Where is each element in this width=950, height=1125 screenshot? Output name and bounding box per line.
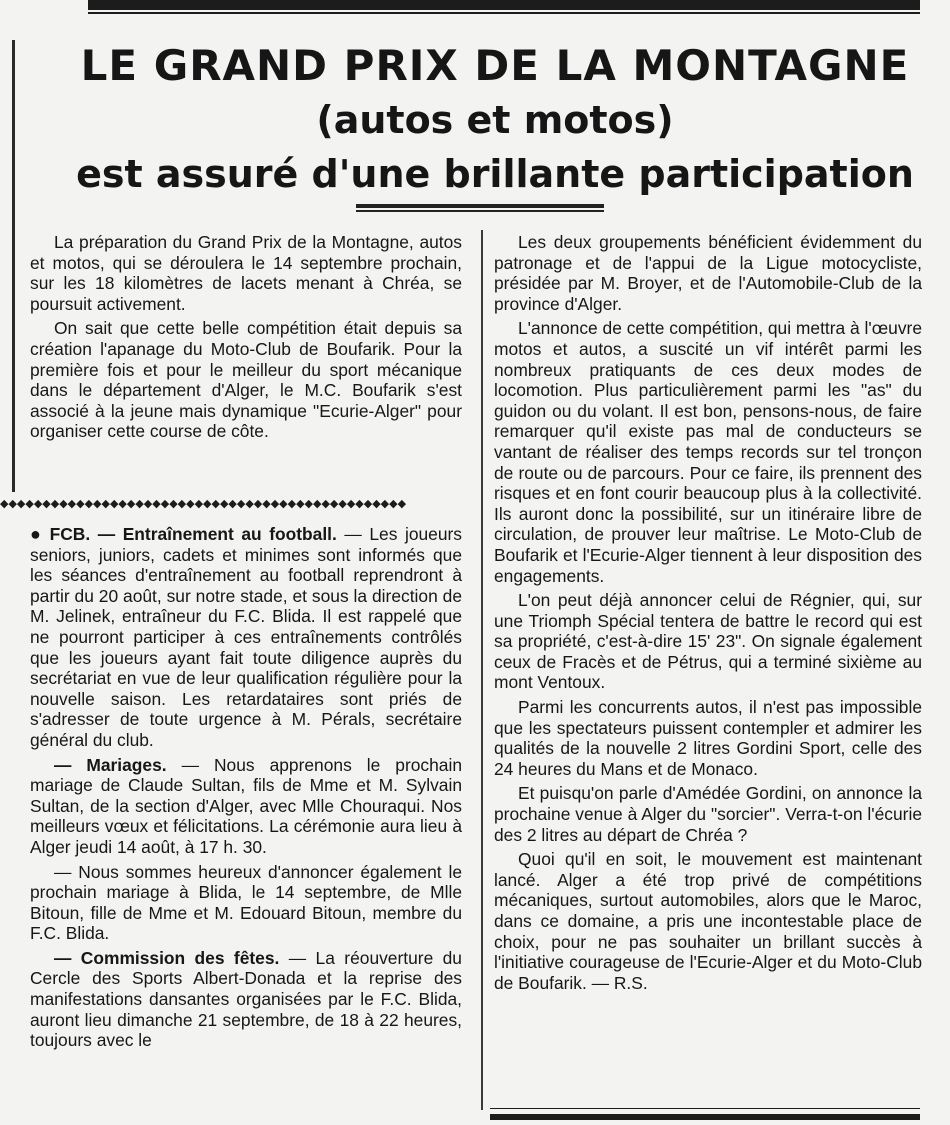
- article-right-column: [494, 232, 922, 997]
- article-paragraph: L'annonce de cette compétition, qui mettra à l'œuvre motos et autos, a suscité un vif intérêt parmi les nombreux pratiquants de ces deux modes de locomotion. Plus particulièrement parmi les "as" du guidon ou du volant. Il est bon, pensons-nous, de faire remarquer qu'il existe pas mal de conducteurs se vantant de réaliser des temps records sur tel tronçon de route ou de parcours. Pour ce faire, ils prennent des risques et en font courir beaucoup plus à la collectivité. Ils auront donc la possibilité, sur un itinéraire libre de circulation, de prouver leur maîtrise. Le Moto-Club de Boufarik et l'Ecurie-Alger tiennent à leur disposition des engagements.: [494, 318, 922, 586]
- title-rule-thin: [356, 210, 604, 212]
- club-news-column: [30, 524, 462, 1055]
- mariages-paragraph: [30, 755, 462, 858]
- headline-line-1: LE GRAND PRIX DE LA MONTAGNE: [80, 41, 910, 90]
- column-divider: [481, 230, 483, 1110]
- commission-lead: — Commission des fêtes.: [54, 947, 280, 968]
- article-paragraph: Quoi qu'il en soit, le mouvement est maintenant lancé. Alger a été trop privé de compétitions mécaniques, surtout automobiles, alors que le Maroc, dans ce domaine, a pris une incontestable place de choix, pour ne pas souhaiter un brillant succès à l'initiative courageuse de l'Ecurie-Alger et du Moto-Club de Boufarik. — R.S.: [494, 849, 922, 993]
- article-paragraph: On sait que cette belle compétition était depuis sa création l'apanage du Moto-Club de Boufarik. Pour la première fois et pour le meilleur du sport mécanique dans le département d'Alger, le M.C. Boufarik s'est associé à la jeune mais dynamique "Ecurie-Alger" pour organiser cette course de côte.: [30, 318, 462, 442]
- article-paragraph: La préparation du Grand Prix de la Montagne, autos et motos, qui se déroulera le 14 septembre prochain, sur les 18 kilomètres de lacets menant à Chréa, se poursuit activement.: [30, 232, 462, 314]
- fcb-paragraph: [30, 524, 462, 751]
- headline: [60, 40, 930, 200]
- headline-line-3: est assuré d'une brillante participation: [76, 152, 914, 196]
- article-paragraph: Les deux groupements bénéficient évidemment du patronage et de l'appui de la Ligue motocycliste, présidée par M. Broyer, et de l'Automobile-Club de la province d'Alger.: [494, 232, 922, 314]
- article-paragraph: Et puisqu'on parle d'Amédée Gordini, on annonce la prochaine venue à Alger du "sorcier". Verra-t-on l'écurie des 2 litres au départ de Chréa ?: [494, 783, 922, 845]
- bottom-rule: [490, 1114, 920, 1120]
- article-paragraph: L'on peut déjà annoncer celui de Régnier, qui, sur une Triomph Spécial tentera de battre le record qui est sa propriété, c'est-à-dire 15' 23". On signale également ceux de Fracès et de Pétrus, qui a terminé sixième au mont Ventoux.: [494, 590, 922, 693]
- left-margin-rule: [12, 40, 15, 492]
- top-rule-thick: [88, 0, 920, 10]
- headline-line-2: (autos et motos): [316, 98, 674, 142]
- mariages-paragraph-2: — Nous sommes heureux d'annoncer également le prochain mariage à Blida, le 14 septembre, de Mlle Bitoun, fille de Mme et M. Edouard Bitoun, membre du F.C. Blida.: [30, 861, 462, 944]
- bottom-rule-thin: [490, 1108, 920, 1109]
- title-rule: [356, 204, 604, 208]
- diamond-separator: ◆◆◆◆◆◆◆◆◆◆◆◆◆◆◆◆◆◆◆◆◆◆◆◆◆◆◆◆◆◆◆◆◆◆◆◆◆◆◆◆◆◆◆◆◆◆◆◆: [0, 498, 407, 510]
- article-left-column: [30, 232, 462, 446]
- mariages-lead: — Mariages.: [54, 754, 167, 775]
- bullet-icon: ●: [30, 524, 44, 544]
- fcb-body: — Les joueurs seniors, juniors, cadets et minimes sont informés que les séances d'entraînement au football reprendront à partir du 20 août, sur notre stade, et sous la direction de M. Jelinek, entraîneur du F.C. Blida. Il est rappelé que ne pourront participer à ces entraînements contrôlés que les joueurs ayant fait toute diligence auprès du secrétariat en vue de leur qualification régulière pour la nouvelle saison. Les retardataires sont priés de s'adresser de toute urgence à M. Pérals, secrétaire général du club.: [30, 524, 463, 750]
- mariages-body: — Nous apprenons le prochain mariage de Claude Sultan, fils de Mme et M. Sylvain Sultan, de la section d'Alger, avec Mlle Chouraqui. Nos meilleurs vœux et félicitations. La cérémonie aura lieu à Alger jeudi 14 août, à 17 h. 30.: [30, 754, 462, 857]
- top-rule-thin: [88, 12, 920, 14]
- article-paragraph: Parmi les concurrents autos, il n'est pas impossible que les spectateurs puissent contempler et admirer les qualités de la nouvelle 2 litres Gordini Sport, celle des 24 heures du Mans et de Monaco.: [494, 697, 922, 779]
- commission-paragraph: [30, 948, 462, 1051]
- fcb-lead: FCB. — Entraînement au football.: [49, 524, 337, 544]
- commission-body: — La réouverture du Cercle des Sports Albert-Donada et la reprise des manifestations dansantes organisées par le F.C. Blida, auront lieu dimanche 21 septembre, de 18 à 22 heures, toujours avec le: [30, 947, 462, 1051]
